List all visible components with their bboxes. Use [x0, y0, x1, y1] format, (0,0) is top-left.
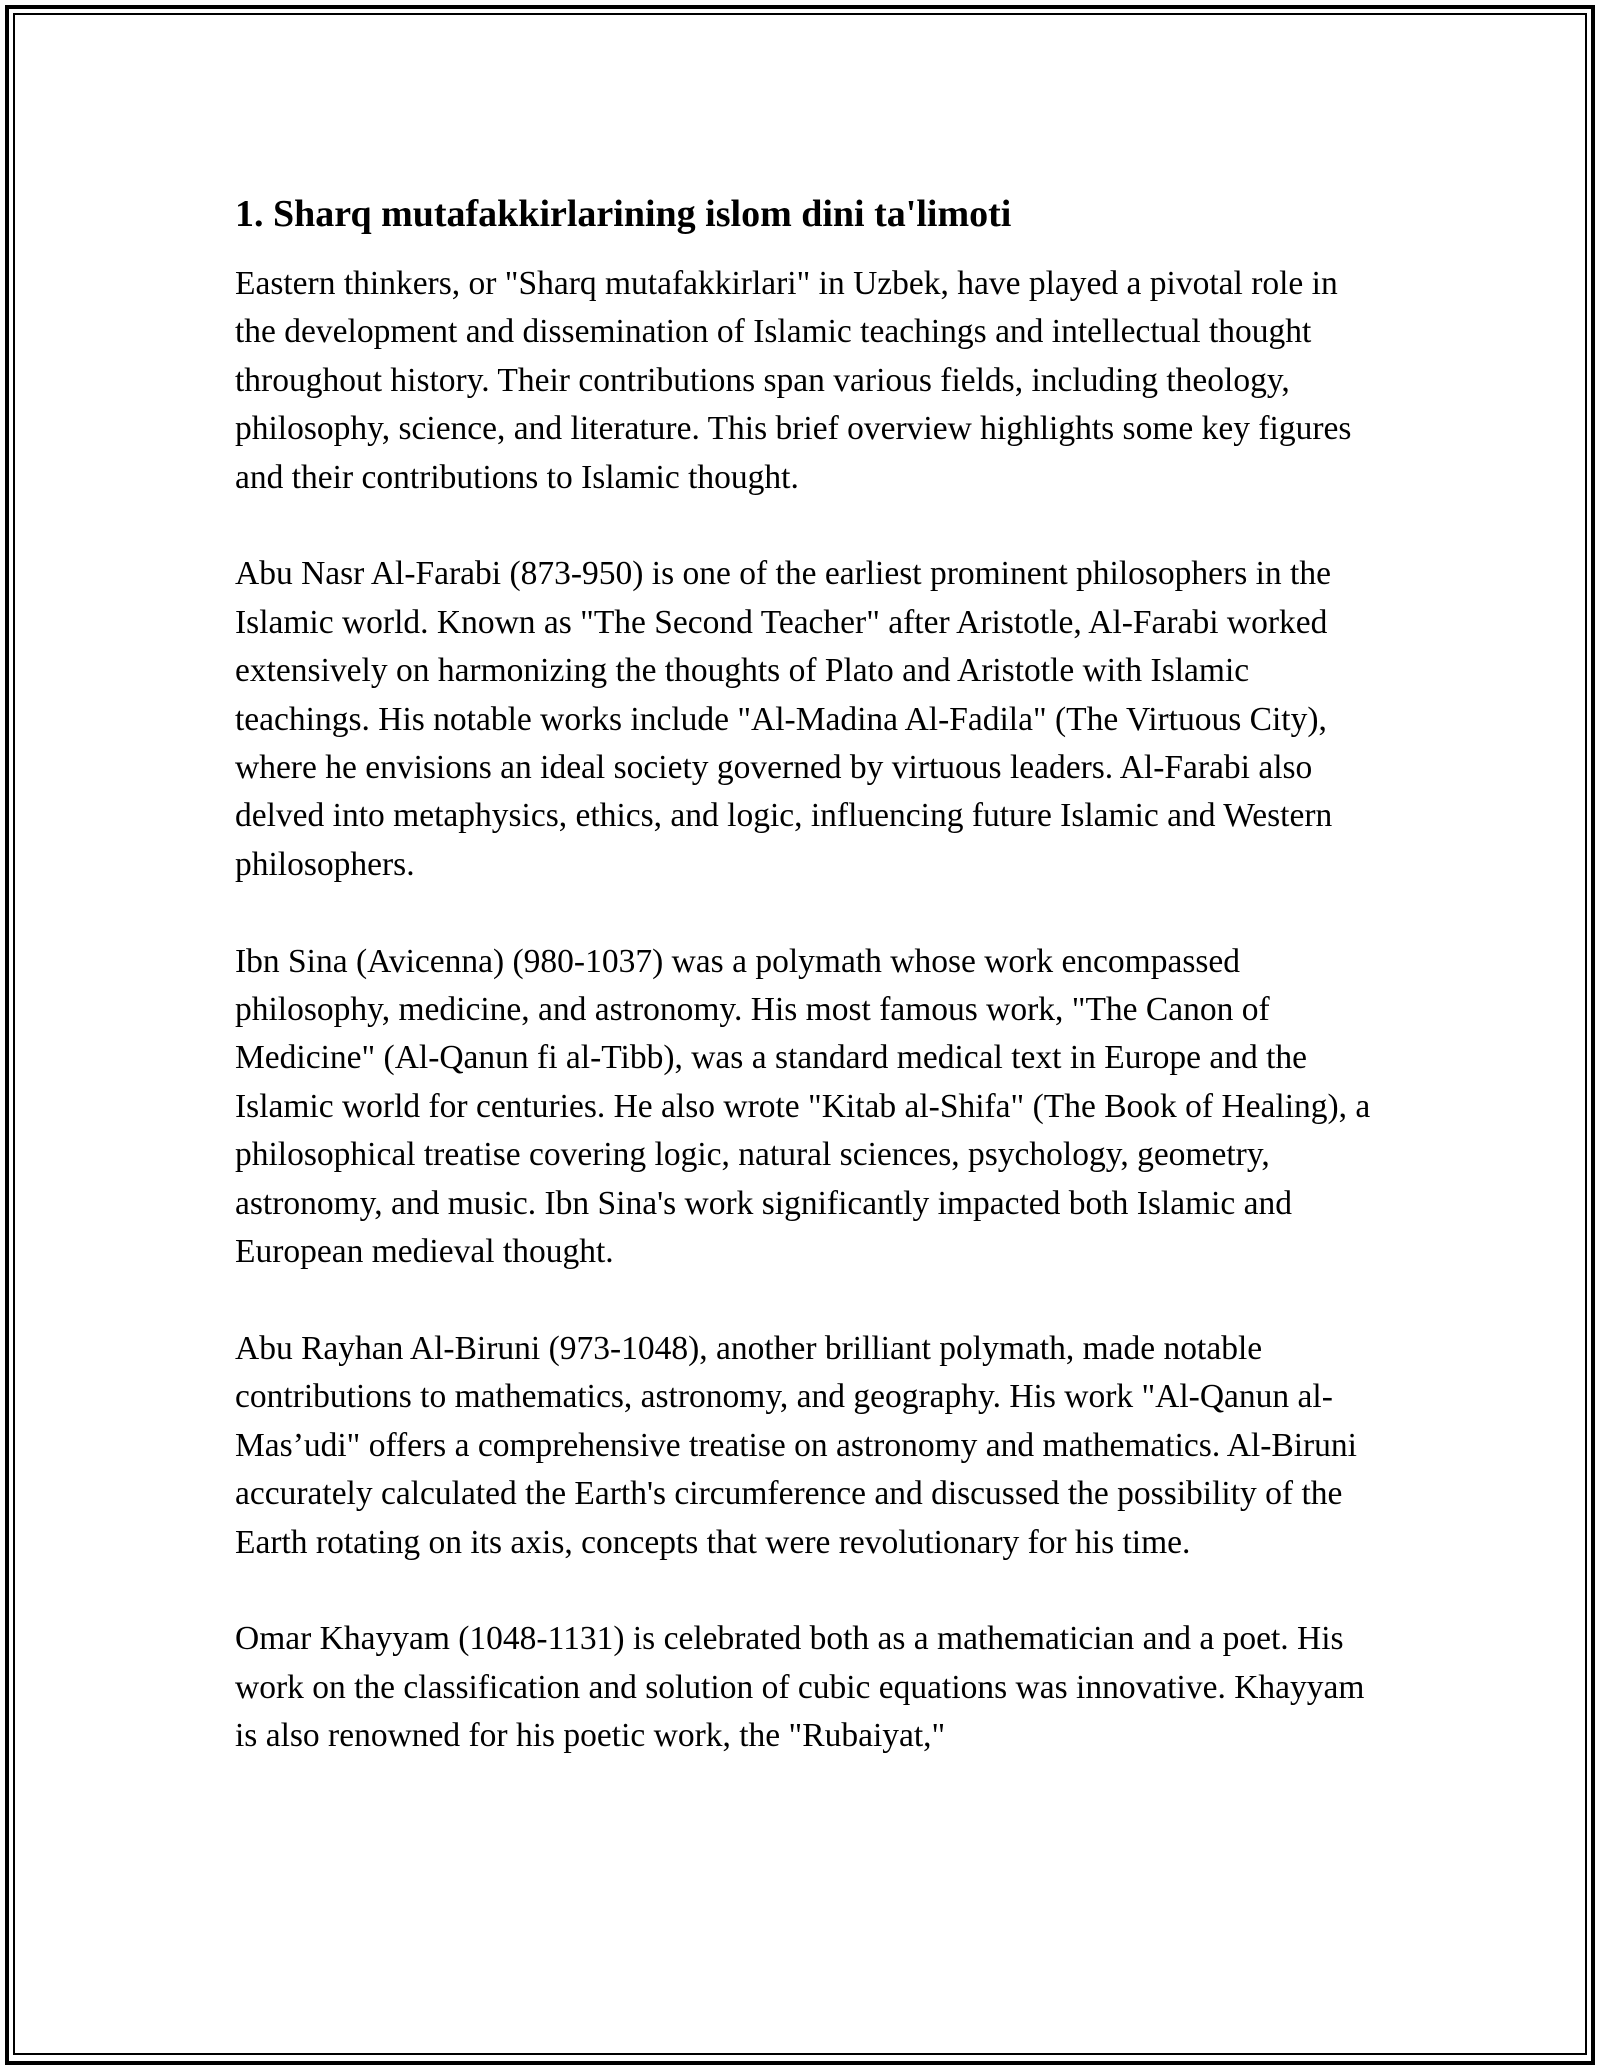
paragraph-al-farabi: Abu Nasr Al-Farabi (873-950) is one of the earliest prominent philosophers in the Islamic world. Known as "The Second Teacher" after Aristotle, Al-Farabi worked extensively on harmonizing the thoughts of Plato and Aristotle with Islamic teachings. His notable works include "Al-Madina Al-Fadila" (The Virtuous City), where he envisions an ideal society governed by virtuous leaders. Al-Farabi also delved into metaphysics, ethics, and logic, influencing future Islamic and Western philosophers.: [235, 555, 1333, 883]
paragraph-omar-khayyam: Omar Khayyam (1048-1131) is celebrated both as a mathematician and a poet. His work on the classification and solution of cubic equations was innovative. Khayyam is also renowned for his poetic work, the "Rubaiyat,": [235, 1620, 1365, 1755]
section-heading: 1. Sharq mutafakkirlarining islom dini ta'limoti: [235, 193, 1012, 235]
paragraph-al-biruni: Abu Rayhan Al-Biruni (973-1048), another brilliant polymath, made notable contributions to mathematics, astronomy, and geography. His work "Al-Qanun al-Mas’udi" offers a comprehensive treatise on astronomy and mathematics. Al-Biruni accurately calculated the Earth's circumference and discussed the possibility of the Earth rotating on its axis, concepts that were revolutionary for his time.: [235, 1329, 1357, 1561]
paragraph-ibn-sina: Ibn Sina (Avicenna) (980-1037) was a polymath whose work encompassed philosophy, medicine, and astronomy. His most famous work, "The Canon of Medicine" (Al-Qanun fi al-Tibb), was a standard medical text in Europe and the Islamic world for centuries. He also wrote "Kitab al-Shifa" (The Book of Healing), a philosophical treatise covering logic, natural sciences, psychology, geometry, astronomy, and music. Ibn Sina's work significantly impacted both Islamic and European medieval thought.: [235, 942, 1371, 1271]
paragraph-intro: Eastern thinkers, or "Sharq mutafakkirlari" in Uzbek, have played a pivotal role in the development and dissemination of Islamic teachings and intellectual thought throughout history. Their contributions span various fields, including theology, philosophy, science, and literature. This brief overview highlights some key figures and their contributions to Islamic thought.: [235, 265, 1352, 496]
document-body: [235, 190, 1380, 1809]
